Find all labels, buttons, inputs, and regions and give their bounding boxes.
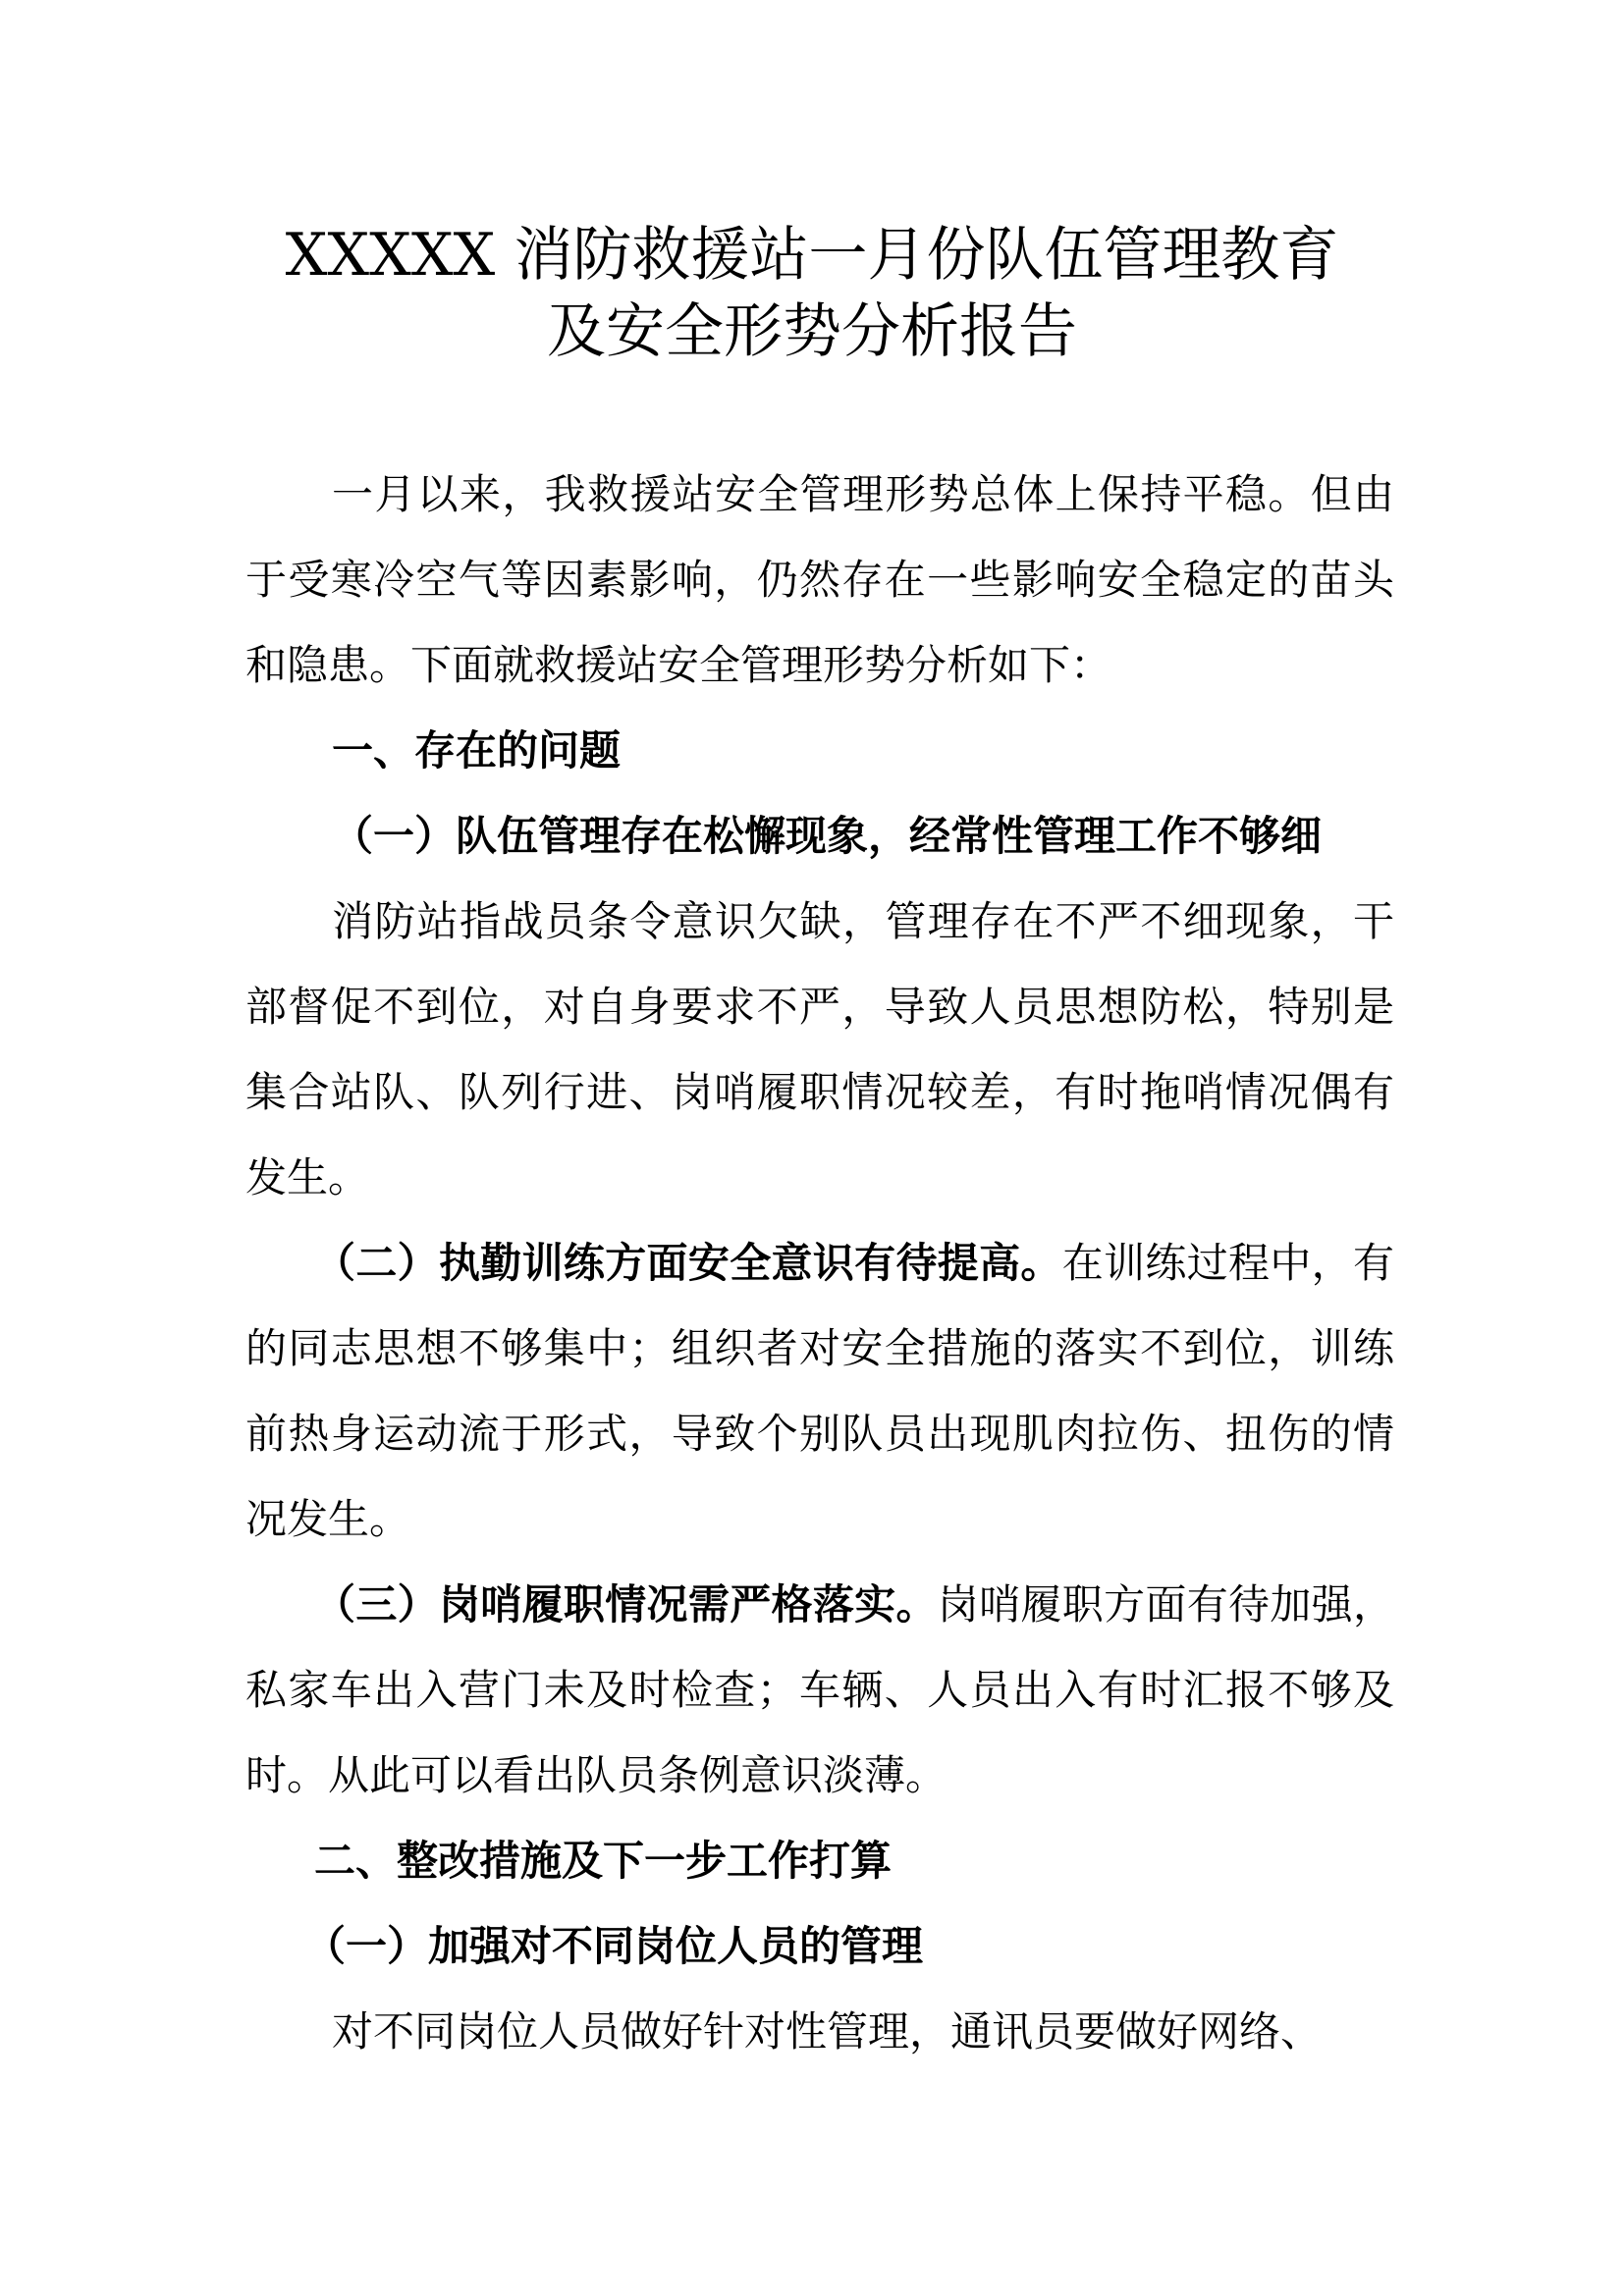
document-title-line-2: 及安全形势分析报告 xyxy=(547,297,1077,366)
section-1-subheading-2: （二）执勤训练方面安全意识有待提高。 xyxy=(314,1239,1062,1287)
section-1-sub-3-paragraph xyxy=(245,1562,1394,1818)
document-body xyxy=(245,452,1394,2074)
intro-paragraph: 一月以来，我救援站安全管理形势总体上保持平稳。但由于受寒冷空气等因素影响，仍然存在一些影响安全稳定的苗头和隐患。下面就救援站安全管理形势分析如下： xyxy=(245,470,1394,689)
section-2-heading: 二、整改措施及下一步工作打算 xyxy=(314,1837,893,1885)
section-1-sub-3-text: 岗哨履职方面有待加强，私家车出入营门未及时检查；车辆、人员出入有时汇报不够及时。从此可以看出队员条例意识淡薄。 xyxy=(245,1580,1394,1799)
section-1-sub-1-paragraph: 消防站指战员条令意识欠缺，管理存在不严不细现象，干部督促不到位，对自身要求不严，导致人员思想防松，特别是集合站队、队列行进、岗哨履职情况较差，有时拖哨情况偶有发生。 xyxy=(245,897,1394,1201)
document-title-line-1: XXXXX 消防救援站一月份队伍管理教育 xyxy=(285,221,1339,290)
section-2-subheading-1: （一）加强对不同岗位人员的管理 xyxy=(304,1922,924,1970)
section-1-sub-2-paragraph xyxy=(245,1220,1394,1562)
section-1-heading: 一、存在的问题 xyxy=(332,726,622,774)
section-1-subheading-1: （一）队伍管理存在松懈现象，经常性管理工作不够细 xyxy=(332,812,1323,860)
section-1-sub-2-text: 在训练过程中，有的同志思想不够集中；组织者对安全措施的落实不到位，训练前热身运动流于形式，导致个别队员出现肌肉拉伤、扭伤的情况发生。 xyxy=(245,1239,1394,1543)
section-2-sub-1-paragraph: 对不同岗位人员做好针对性管理，通讯员要做好网络、 xyxy=(332,2007,1323,2056)
section-1-subheading-3: （三）岗哨履职情况需严格落实。 xyxy=(314,1580,938,1629)
